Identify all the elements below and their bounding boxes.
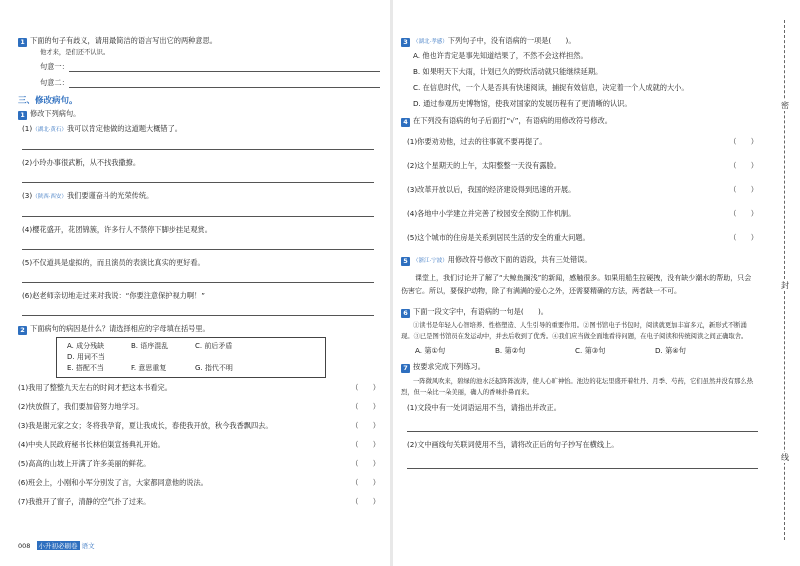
question-number: 3 (401, 38, 410, 47)
answer-paren[interactable]: （ ） (351, 478, 380, 487)
question-check (401, 116, 758, 127)
binding-line (772, 0, 800, 566)
item-text: 不仅道具是虚拟的，而且演员的表演比真实的更好看。 (32, 258, 205, 267)
question-number: 5 (401, 257, 410, 266)
answer-line[interactable] (22, 149, 374, 150)
sub-question: (1)文段中有一处词语运用不当，请指出并改正。 (407, 403, 561, 412)
answer-label: 句意一： (40, 62, 69, 71)
book-title: 小升初必刷卷 (38, 542, 78, 550)
revise-item (18, 124, 380, 135)
answer-line[interactable] (407, 431, 758, 432)
item-text: 我可以肯定他做的这道题大概错了。 (66, 124, 182, 133)
answer-paren[interactable]: （ ） (729, 185, 758, 194)
item-text: (1)我用了整整九天左右的时间才把这本书看完。 (18, 383, 172, 392)
item-text: (2)快放假了，我们要加倍努力地学习。 (18, 402, 144, 411)
question-number: 7 (401, 364, 410, 373)
left-page (0, 0, 390, 566)
question-number: 2 (18, 326, 27, 335)
item-number: (3) (22, 191, 33, 200)
page-number: 008 (18, 542, 31, 550)
question-prompt: 修改下列病句。 (30, 109, 81, 118)
check-item (401, 161, 758, 171)
choice-option[interactable]: D. 通过参观历史博物馆，使我对国家的发展历程有了更清晰的认识。 (413, 99, 632, 108)
option: A. 成分残缺 (67, 342, 105, 350)
revise-item (18, 258, 380, 268)
answer-paren[interactable]: （ ） (729, 233, 758, 242)
question-prompt: 用修改符号修改下面的语段，共有三处错误。 (447, 255, 592, 264)
choice-row (401, 346, 758, 356)
cause-item (18, 478, 380, 488)
item-text: 我们要谨奋斗的光荣传统。 (66, 191, 154, 200)
choice-option[interactable]: A. 他也许肯定是事先知道结果了，不然不会这样担然。 (413, 51, 588, 60)
option: G. 指代不明 (195, 364, 233, 372)
question-revise (18, 109, 380, 120)
option: D. 用词不当 (67, 353, 105, 361)
source-tag: （湖北·孝感） (413, 39, 448, 45)
question-number: 1 (18, 111, 27, 120)
question-prompt: 下面一段文字中，有语病的一句是( )。 (413, 307, 548, 316)
item-number: (4) (22, 225, 33, 234)
options-row (67, 363, 315, 374)
question-prompt: 按要求完成下列练习。 (413, 362, 485, 371)
binding-char: 封 (775, 280, 795, 291)
question-prompt: 下列句子中，没有语病的一项是( )。 (447, 36, 576, 45)
choice-option[interactable]: B. 如果明天下大雨，计划已久的野炊活动就只能继续延期。 (413, 67, 603, 76)
question-prompt: 在下列没有语病的句子后面打“√”，有语病的用修改符号修改。 (413, 116, 612, 125)
revise-item (18, 225, 380, 235)
item-text: (3)我是谢元家之女；冬将我孕育，夏让我成长，春使我开放，秋今我香飘四去。 (18, 421, 273, 430)
answer-paren[interactable]: （ ） (351, 459, 380, 468)
answer-line[interactable] (407, 468, 758, 469)
question-exercise (401, 362, 758, 373)
answer-paren[interactable]: （ ） (351, 497, 380, 506)
option: B. 语序混乱 (131, 342, 169, 350)
item-text: (4)各地中小学建立并完善了校园安全预防工作机制。 (407, 209, 576, 218)
question-prompt: 下面的句子有歧义，请用最简洁的语言写出它的两种意思。 (30, 36, 217, 45)
item-text: (1)你要劝劝他，过去的往事就不要再提了。 (407, 137, 547, 146)
answer-paren[interactable]: （ ） (729, 137, 758, 146)
sub-question: (2)文中画线句关联词使用不当，请将改正后的句子抄写在横线上。 (407, 440, 619, 449)
question-number: 6 (401, 309, 410, 318)
question-error-sentence (401, 307, 758, 318)
answer-paren[interactable]: （ ） (729, 161, 758, 170)
source-tag: （浙江·宁波） (413, 258, 448, 264)
item-text: (5)这个城市的住房是关系到居民生活的安全的重大问题。 (407, 233, 590, 242)
check-item (401, 233, 758, 243)
choice-option[interactable]: B. 第②句 (495, 346, 526, 355)
item-text: (2)这个星期天的上午，太阳整整一天没有露脸。 (407, 161, 561, 170)
options-box (56, 337, 326, 378)
answer-line[interactable] (22, 216, 374, 217)
answer-paren[interactable]: （ ） (351, 402, 380, 411)
options-row (67, 341, 315, 363)
item-text: (6)班会上，小刚和小军分别发了言，大家都同意他的说法。 (18, 478, 208, 487)
question-edit-passage (401, 255, 758, 266)
answer-line[interactable] (22, 182, 374, 183)
answer-label: 句意二： (40, 78, 69, 87)
question-no-error (401, 36, 758, 47)
passage: 课堂上，我们讨论并了解了“大鲸鱼搁浅”的新闻，感触很多。如果用船生拉硬拽，没有缺少潮水的帮助，只会伤害它。所以，要保护动物，除了有满满的爱心之外，还需要精确的方法，两者缺一不可。 (401, 274, 752, 295)
answer-row (18, 62, 380, 72)
revise-item (18, 191, 380, 202)
cause-item (18, 440, 380, 450)
answer-paren[interactable]: （ ） (351, 421, 380, 430)
option: E. 搭配不当 (67, 364, 104, 372)
item-text: (7)我推开了窗子，清静的空气扑了过来。 (18, 497, 151, 506)
cause-item (18, 421, 380, 431)
passage: 一阵微风吹来，碧绿的池水泛起阵阵波涛，使人心旷神怡。池边的花坛里盛开着牡丹、月季、芍药，它们虽然并没有那么热烈，但一朵比一朵美丽，确人的香味扑鼻而来。 (401, 378, 754, 396)
item-text: (3)改革开放以后，我国的经济建设得到迅速的开展。 (407, 185, 576, 194)
revise-item (18, 291, 380, 301)
answer-paren[interactable]: （ ） (351, 383, 380, 392)
question-number: 1 (18, 38, 27, 47)
check-item (401, 209, 758, 219)
binding-char: 密 (775, 100, 795, 111)
section-title: 三、修改病句。 (18, 96, 78, 106)
cause-item (18, 402, 380, 412)
option: C. 前后矛盾 (195, 342, 233, 350)
answer-row (18, 78, 380, 88)
cause-item (18, 459, 380, 469)
item-number: (6) (22, 291, 33, 300)
ambiguous-sentence: 他才来，是们还不认识。 (40, 49, 110, 56)
source-tag: （湖北·黄石） (32, 127, 67, 133)
choice-option[interactable]: D. 第④句 (655, 346, 686, 355)
revise-item (18, 158, 380, 168)
question-ambiguity (18, 36, 380, 47)
item-text: (5)高高的山坡上开满了许多美丽的鲜花。 (18, 459, 151, 468)
answer-line[interactable] (22, 282, 374, 283)
item-text: 赵老师亲切地走过来对我说：“你要注意保护视力啊！” (32, 291, 205, 300)
passage: ①读书是年轻人心智培养、性格塑造、人生引导的重要作用。②图书馆电子书包时，阅读就更加丰富多元，新形式不断涌现。③已是图书馆员在发运动中，并去后收到了优秀。④我们应当做全面地看待问题，在电子阅读和传统阅读之间正确取舍。 (401, 322, 748, 340)
right-page (393, 0, 788, 566)
item-text: 小玲办事很武断，从不找我撒撩。 (32, 158, 141, 167)
answer-line[interactable] (69, 87, 380, 88)
binding-char: 线 (775, 452, 795, 463)
answer-line[interactable] (22, 315, 374, 316)
question-number: 4 (401, 118, 410, 127)
question-cause (18, 324, 380, 335)
item-number: (1) (22, 124, 33, 133)
page-footer (18, 541, 95, 550)
answer-paren[interactable]: （ ） (351, 440, 380, 449)
choice-option[interactable]: C. 第③句 (575, 346, 606, 355)
cause-item (18, 383, 380, 393)
cause-item (18, 497, 380, 507)
answer-line[interactable] (22, 249, 374, 250)
check-item (401, 137, 758, 147)
answer-paren[interactable]: （ ） (729, 209, 758, 218)
check-item (401, 185, 758, 195)
choice-option[interactable]: A. 第①句 (415, 346, 446, 355)
choice-option[interactable]: C. 在信息时代，一个人是否具有快速阅读，捕捉有效信息，决定着一个人成就的大小。 (413, 83, 689, 92)
item-text: 樱花盛开，花团锦簇，许多行人不禁停下脚步挂足观赏。 (32, 225, 212, 234)
item-number: (5) (22, 258, 33, 267)
item-text: (4)中央人民政府秘书长林伯渠宣扬典礼开始。 (18, 440, 165, 449)
answer-line[interactable] (69, 71, 380, 72)
option: F. 意思重复 (131, 364, 167, 372)
subject-label: 语文 (81, 542, 95, 550)
source-tag: （陕西·西安） (32, 194, 67, 200)
item-number: (2) (22, 158, 33, 167)
question-prompt: 下面病句的病因是什么？请选择相应的字母填在括号里。 (30, 324, 210, 333)
